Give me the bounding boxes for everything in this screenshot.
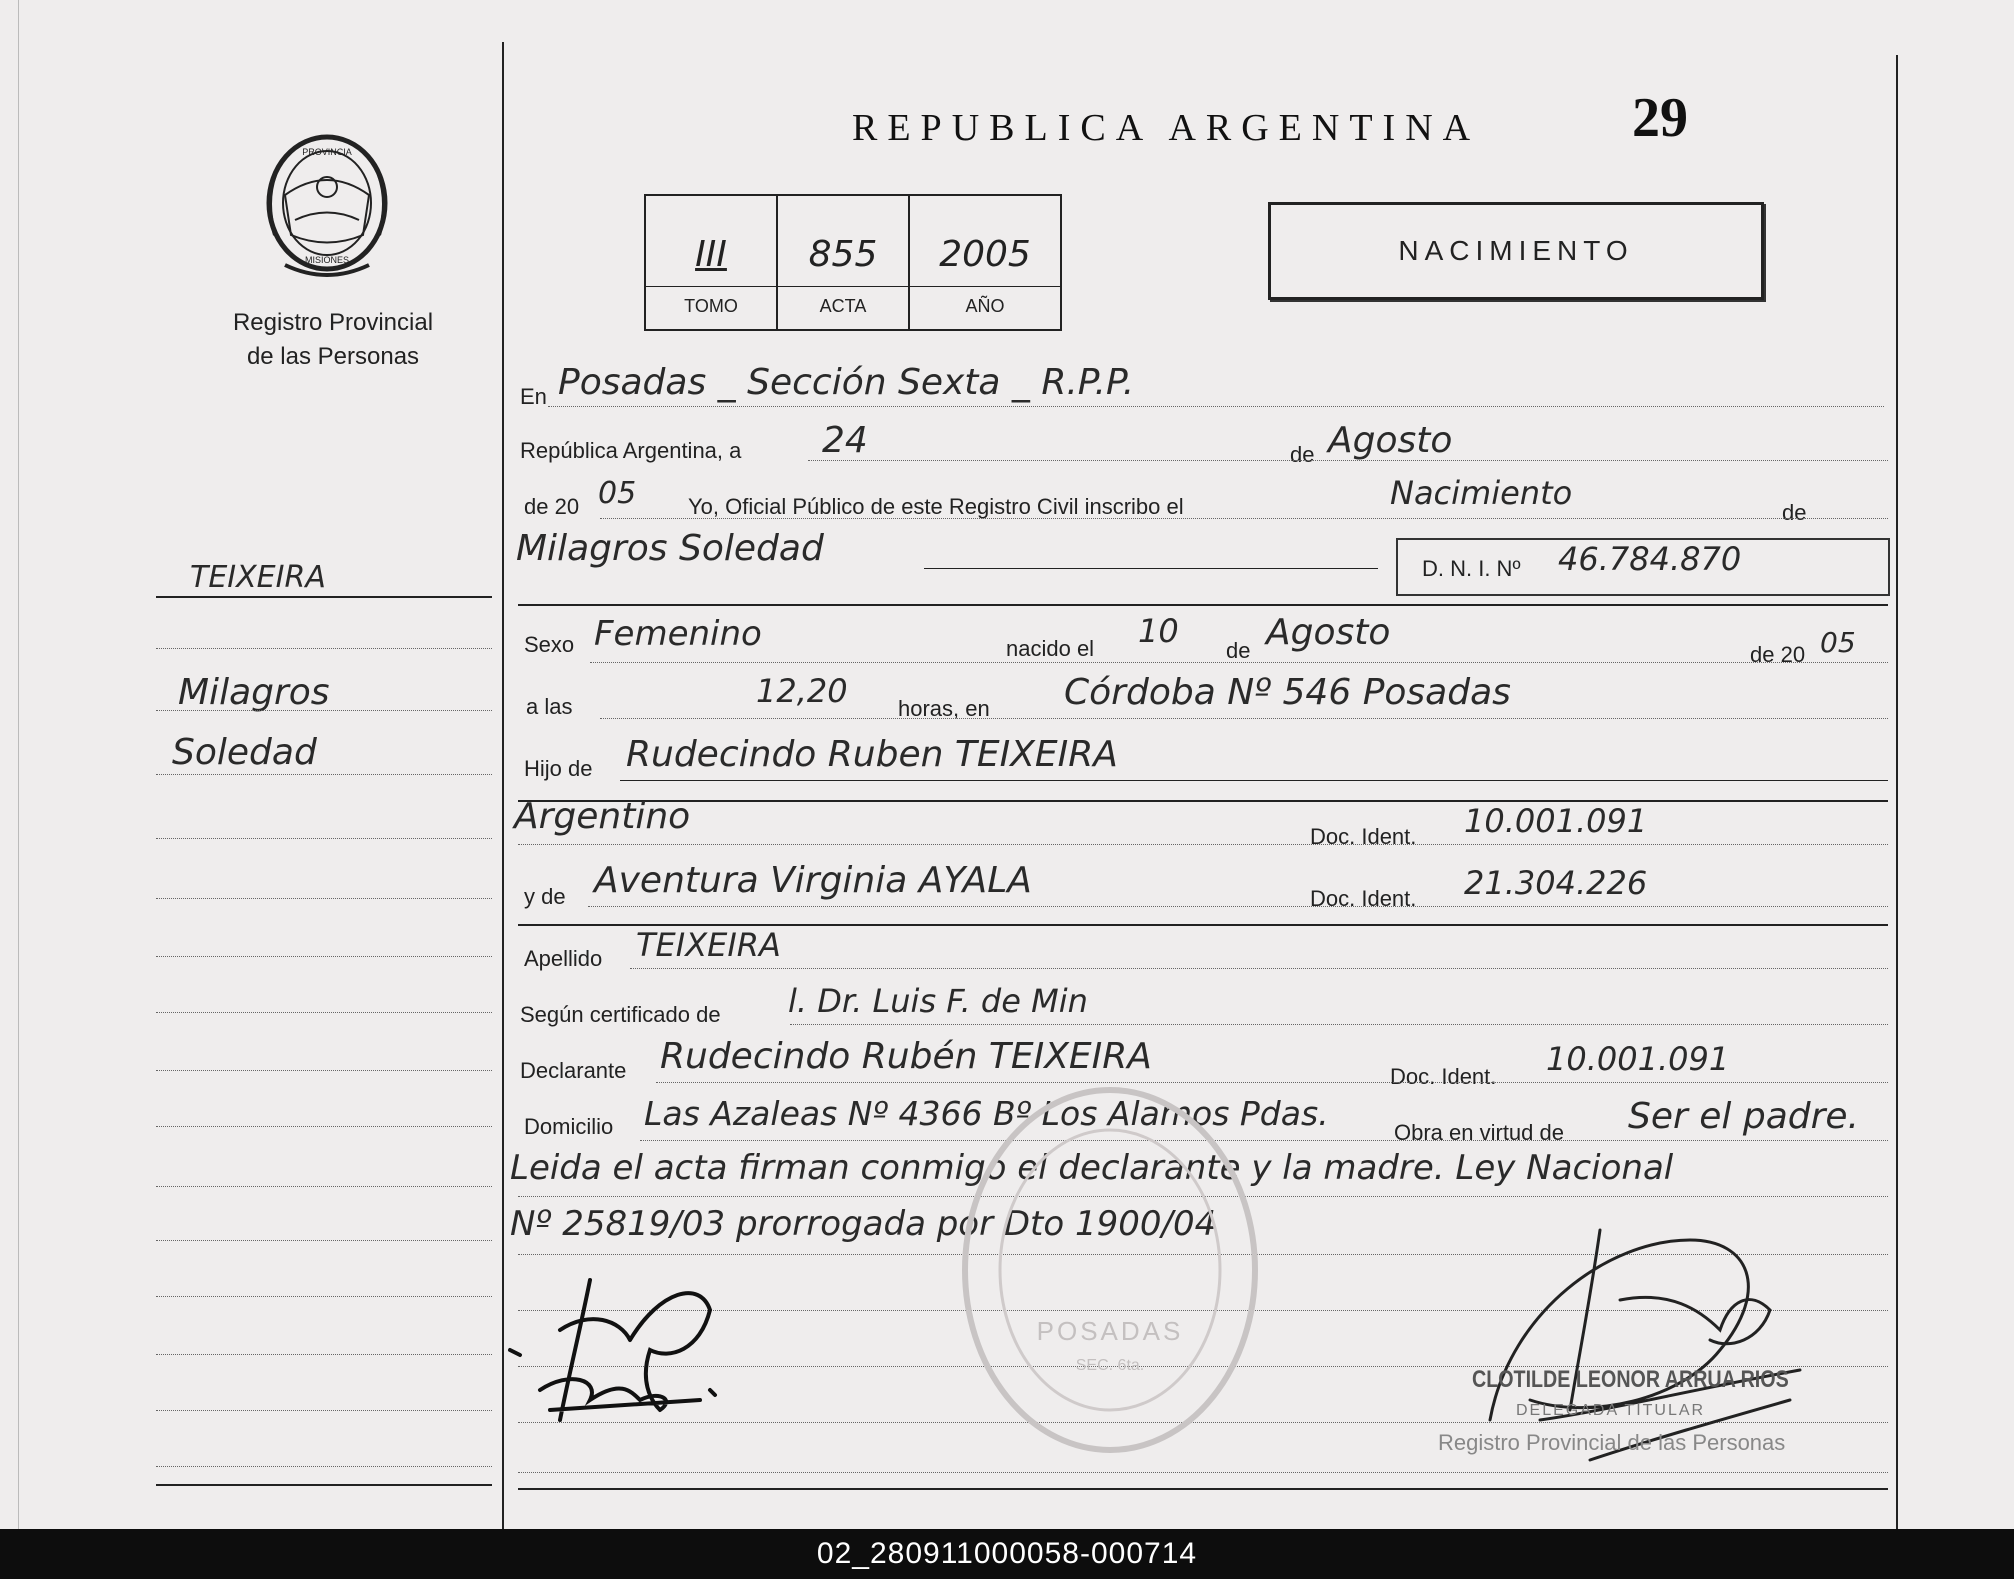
label-de-5: de <box>1226 638 1251 663</box>
line-7 <box>620 780 1888 781</box>
official-office: Registro Provincial de las Personas <box>1438 1430 1786 1455</box>
value-reason: Ser el padre. <box>1628 1096 1859 1137</box>
register-table-row-divider <box>646 286 1060 287</box>
official-name: CLOTILDE LEONOR ARRUA RIOS <box>1472 1366 1789 1393</box>
sidebar-surname: TEIXEIRA <box>190 560 326 595</box>
sidebar-dotted-line <box>156 1466 492 1467</box>
ano-cell <box>910 196 1060 329</box>
label-de: de <box>1290 442 1315 467</box>
value-mother: Aventura Virginia AYALA <box>594 860 1032 901</box>
sidebar-dotted-line <box>156 898 492 899</box>
ano-label: AÑO <box>965 296 1005 316</box>
label-republica: República Argentina, a <box>520 438 742 463</box>
value-doctor: l. Dr. Luis F. de Min <box>788 982 1088 1020</box>
sidebar-dotted-line <box>156 648 492 649</box>
value-sex: Femenino <box>594 614 762 654</box>
sidebar-dotted-line <box>156 1240 492 1241</box>
left-edge-line <box>18 0 19 1529</box>
label-nacido: nacido el <box>1006 636 1095 661</box>
official-signature-icon <box>1470 1210 1850 1500</box>
value-place: Posadas _ Sección Sexta _ R.P.P. <box>558 362 1135 403</box>
line-10 <box>630 968 1888 969</box>
registry-stamp-icon <box>955 1080 1265 1460</box>
official-role: DELEGADA TITULAR <box>1516 1402 1706 1419</box>
provincial-seal-icon <box>255 125 400 280</box>
sidebar-dotted-line <box>156 710 492 711</box>
value-nationality: Argentino <box>514 796 691 837</box>
value-declarant: Rudecindo Rubén TEIXEIRA <box>660 1036 1152 1077</box>
registry-name <box>183 306 483 374</box>
sidebar-name1: Milagros <box>178 672 330 713</box>
line-2 <box>808 460 1888 461</box>
right-border <box>1896 55 1898 1529</box>
record-type-box <box>1268 202 1764 300</box>
line-4 <box>924 568 1378 569</box>
label-inscribo: Yo, Oficial Público de este Registro Civil inscribo el <box>688 494 1184 519</box>
sidebar-dotted-line <box>156 1186 492 1187</box>
stamp-city: POSADAS <box>1036 1316 1184 1346</box>
label-domicilio: Domicilio <box>524 1114 614 1139</box>
value-mother-doc: 21.304.226 <box>1464 864 1648 902</box>
value-child-name: Milagros Soledad <box>516 528 824 569</box>
note-line-1: Leida el acta firman conmigo el declarante y la madre. Ley Nacional <box>510 1148 1674 1188</box>
registry-line1: Registro Provincial <box>232 309 434 336</box>
sidebar-dotted-line <box>156 1012 492 1013</box>
section-divider-2 <box>518 800 1888 802</box>
sidebar-name2: Soledad <box>172 732 317 773</box>
ano-value: 2005 <box>939 234 1031 275</box>
sidebar-dotted-line <box>156 1296 492 1297</box>
seal-text-top: PROVINCIA <box>302 147 352 157</box>
line-6 <box>600 718 1888 719</box>
sidebar-line <box>156 596 492 598</box>
label-sexo: Sexo <box>524 632 575 657</box>
value-birth-day: 10 <box>1138 612 1179 650</box>
value-birth-month: Agosto <box>1266 612 1391 653</box>
label-segun: Según certificado de <box>520 1002 721 1027</box>
label-declarante: Declarante <box>520 1058 627 1083</box>
label-dni: D. N. I. Nº <box>1422 556 1521 581</box>
label-horas: horas, en <box>898 696 990 721</box>
label-de20: de 20 <box>524 494 580 519</box>
footer-document-id: 02_280911000058-000714 <box>0 1529 2014 1579</box>
sidebar-dotted-line <box>156 1354 492 1355</box>
label-en: En <box>520 384 547 409</box>
value-declarant-doc: 10.001.091 <box>1546 1040 1730 1078</box>
value-month: Agosto <box>1328 420 1453 461</box>
value-year: 05 <box>598 476 637 511</box>
value-father-doc: 10.001.091 <box>1464 802 1648 840</box>
stamp-sub: SEC. 6ta. <box>1075 1357 1145 1374</box>
acta-label: ACTA <box>819 296 867 316</box>
declarant-signature-icon <box>500 1270 790 1440</box>
sidebar-dotted-line <box>156 838 492 839</box>
acta-cell <box>778 196 910 329</box>
label-alas: a las <box>526 694 573 719</box>
label-de-3: de <box>1782 500 1807 525</box>
registry-line2: de las Personas <box>246 343 420 370</box>
label-de20-5: de 20 <box>1750 642 1806 667</box>
sidebar-dotted-line <box>156 1070 492 1071</box>
line-5 <box>590 662 1888 663</box>
note-line-2: Nº 25819/03 prorrogada por Dto 1900/04 <box>510 1204 1217 1244</box>
label-doc-declarant: Doc. Ident. <box>1390 1064 1497 1089</box>
tomo-label: TOMO <box>684 296 738 316</box>
value-time: 12,20 <box>756 672 848 710</box>
document-title: REPUBLICA ARGENTINA <box>852 107 1481 149</box>
line-11 <box>790 1024 1888 1025</box>
label-doc-mother: Doc. Ident. <box>1310 886 1417 911</box>
seal-text-bottom: MISIONES <box>304 255 350 265</box>
value-birth-place: Córdoba Nº 546 Posadas <box>1064 672 1511 713</box>
sidebar-dotted-line <box>156 774 492 775</box>
tomo-value: III <box>695 234 727 275</box>
line-3 <box>600 518 1888 519</box>
label-doc-father: Doc. Ident. <box>1310 824 1417 849</box>
value-day: 24 <box>822 420 868 461</box>
value-event: Nacimiento <box>1390 474 1573 512</box>
value-dni: 46.784.870 <box>1558 540 1742 578</box>
sidebar-dotted-line <box>156 956 492 957</box>
acta-value: 855 <box>808 234 878 275</box>
value-surname: TEIXEIRA <box>636 926 781 964</box>
register-table <box>644 194 1062 331</box>
line-12 <box>656 1082 1888 1083</box>
label-yde: y de <box>524 884 566 909</box>
value-father: Rudecindo Ruben TEIXEIRA <box>626 734 1118 775</box>
label-apellido: Apellido <box>524 946 603 971</box>
folio-number: 29 <box>1632 87 1688 149</box>
value-address: Las Azaleas Nº 4366 Bº Los Alamos Pdas. <box>644 1094 1329 1133</box>
line-1 <box>548 406 1884 407</box>
label-obra: Obra en virtud de <box>1394 1120 1564 1145</box>
record-type-label: NACIMIENTO <box>1398 235 1634 266</box>
line-9 <box>588 906 1888 907</box>
line-8 <box>518 844 1888 845</box>
sidebar-bottom-line <box>156 1484 492 1486</box>
dni-box <box>1396 538 1890 596</box>
label-hijo: Hijo de <box>524 756 593 781</box>
tomo-cell <box>646 196 778 329</box>
value-birth-year: 05 <box>1820 626 1856 659</box>
sidebar-dotted-line <box>156 1410 492 1411</box>
section-divider-1 <box>518 604 1888 606</box>
sidebar-dotted-line <box>156 1126 492 1127</box>
